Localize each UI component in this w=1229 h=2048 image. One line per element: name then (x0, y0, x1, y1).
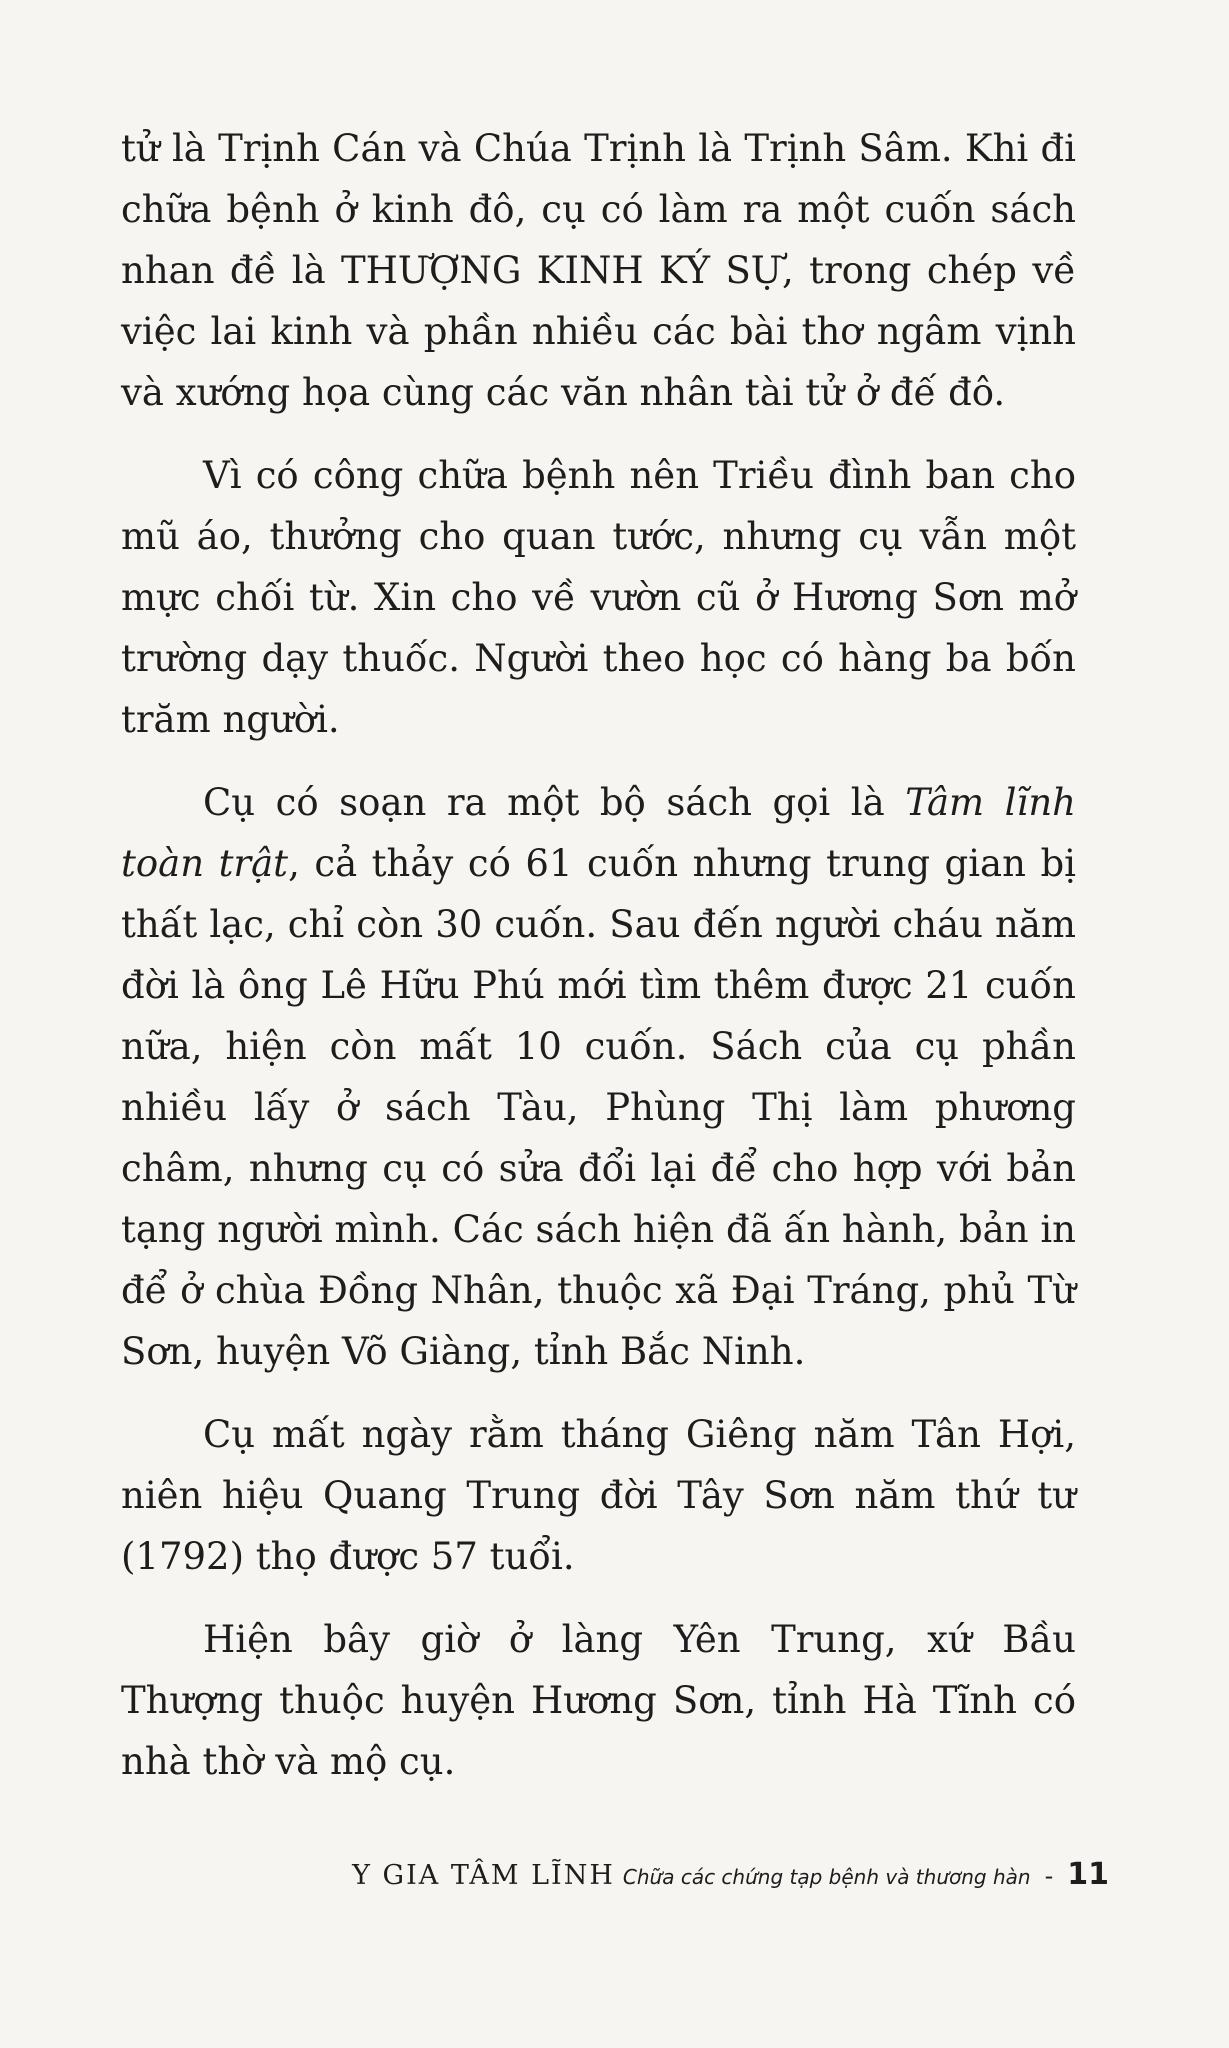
paragraph-3 (121, 772, 1076, 1382)
paragraph-3-text-before: Cụ có soạn ra một bộ sách gọi là (203, 781, 906, 824)
paragraph-2: Vì có công chữa bệnh nên Triều đình ban cho mũ áo, thưởng cho quan tước, nhưng cụ vẫn một mực chối từ. Xin cho về vườn cũ ở Hương Sơn mở trường dạy thuốc. Người theo học có hàng ba bốn trăm người. (121, 454, 1076, 741)
paragraph-1: tử là Trịnh Cán và Chúa Trịnh là Trịnh Sâm. Khi đi chữa bệnh ở kinh đô, cụ có làm ra một cuốn sách nhan đề là THƯỢNG KINH KÝ SỰ, trong chép về việc lai kinh và phần nhiều các bài thơ ngâm vịnh và xướng họa cùng các văn nhân tài tử ở đế đô. (121, 127, 1076, 414)
footer-subtitle: Chữa các chứng tạp bệnh và thương hàn (622, 1865, 1031, 1889)
page-number: 11 (1067, 1857, 1109, 1892)
paragraph-3-text-after: , cả thảy có 61 cuốn nhưng trung gian bị thất lạc, chỉ còn 30 cuốn. Sau đến người cháu năm đời là ông Lê Hữu Phú mới tìm thêm được 21 cuốn nữa, hiện còn mất 10 cuốn. Sách của cụ phần nhiều lấy ở sách Tàu, Phùng Thị làm phương châm, nhưng cụ có sửa đổi lại để cho hợp với bản tạng người mình. Các sách hiện đã ấn hành, bản in để ở chùa Đồng Nhân, thuộc xã Đại Tráng, phủ Từ Sơn, huyện Võ Giàng, tỉnh Bắc Ninh. (121, 842, 1077, 1373)
paragraph-5: Hiện bây giờ ở làng Yên Trung, xứ Bầu Thượng thuộc huyện Hương Sơn, tỉnh Hà Tĩnh có nhà thờ và mộ cụ. (121, 1618, 1076, 1783)
footer-separator: - (1044, 1862, 1054, 1890)
book-title-italic: Tâm lĩnh toàn trật (121, 781, 1076, 885)
running-footer (352, 1857, 1109, 1892)
footer-book-title: Y GIA TÂM LĨNH (352, 1860, 615, 1891)
page-body (121, 118, 1076, 1792)
paragraph-4: Cụ mất ngày rằm tháng Giêng năm Tân Hợi, niên hiệu Quang Trung đời Tây Sơn năm thứ tư (1792) thọ được 57 tuổi. (121, 1413, 1076, 1578)
